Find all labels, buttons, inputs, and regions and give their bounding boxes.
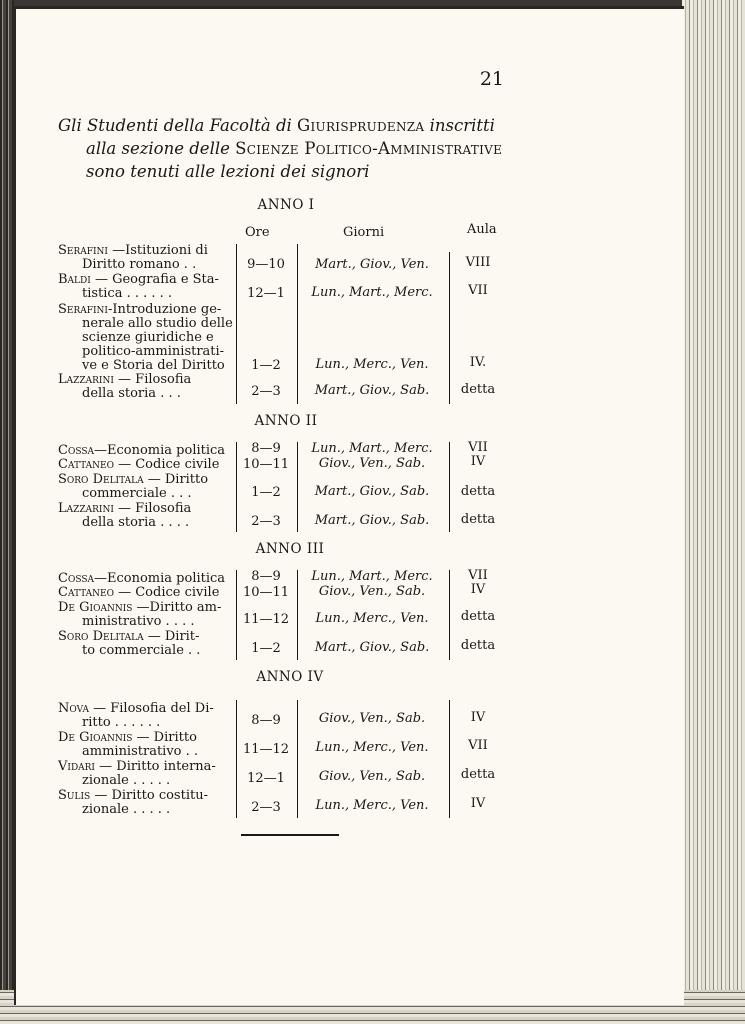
- page-number: 21: [479, 68, 504, 90]
- days-cell: Lun., Merc., Ven.: [315, 357, 429, 372]
- anno-label: ANNO IV: [256, 669, 324, 685]
- days-cell: Lun., Merc., Ven.: [315, 740, 429, 755]
- course-text: — Filosofia: [113, 501, 192, 516]
- hours-cell: 11—12: [242, 612, 290, 627]
- professor-name: Cattaneo: [58, 585, 114, 600]
- room-cell: IV: [470, 796, 486, 811]
- heading-faculty: Giurisprudenza: [297, 116, 425, 135]
- course-text: — Codice civile: [113, 457, 220, 472]
- hours-cell: 2—3: [251, 384, 281, 399]
- course-text: ritto . . . . . .: [82, 715, 161, 730]
- column-header-giorni: Giorni: [343, 225, 385, 240]
- column-divider: [449, 700, 450, 818]
- course-text: commerciale . . .: [82, 486, 192, 501]
- days-cell: Lun., Mart., Merc.: [311, 441, 433, 456]
- course-text: della storia . . .: [82, 386, 181, 401]
- hours-cell: 1—2: [251, 641, 281, 656]
- course-description: [58, 731, 234, 759]
- days-cell: Mart., Giov., Sab.: [314, 513, 430, 528]
- heading-text: alla sezione delle: [86, 139, 236, 158]
- professor-name: Cossa: [58, 571, 94, 586]
- course-text: scienze giuridiche e: [82, 330, 214, 345]
- heading-line-1: [58, 114, 518, 137]
- column-divider: [236, 442, 237, 532]
- hours-cell: 10—11: [242, 585, 290, 600]
- hours-cell: 1—2: [251, 485, 281, 500]
- course-text: —Istituzioni di: [107, 243, 208, 258]
- room-cell: detta: [460, 382, 496, 397]
- days-cell: Giov., Ven., Sab.: [318, 711, 426, 726]
- column-divider: [236, 570, 237, 660]
- course-text: —Economia politica: [94, 571, 226, 586]
- course-description: [58, 702, 234, 730]
- course-description: [58, 601, 234, 629]
- days-cell: Mart., Giov., Sab.: [314, 484, 430, 499]
- course-description: [58, 502, 234, 530]
- professor-name: Lazzarini: [58, 501, 114, 516]
- room-cell: detta: [460, 484, 496, 499]
- course-text: ve e Storia del Diritto: [82, 358, 225, 373]
- course-description: [58, 373, 234, 401]
- room-cell: detta: [460, 638, 496, 653]
- closing-rule: [241, 834, 339, 836]
- professor-name: Lazzarini: [58, 372, 114, 387]
- column-divider: [449, 252, 450, 404]
- hours-cell: 12—1: [247, 286, 285, 301]
- days-cell: Giov., Ven., Sab.: [318, 769, 426, 784]
- hours-cell: 2—3: [251, 800, 281, 815]
- column-divider: [236, 700, 237, 818]
- anno-label: ANNO II: [254, 413, 318, 429]
- course-text: — Diritto: [132, 730, 197, 745]
- room-cell: VII: [468, 440, 488, 455]
- hours-cell: 10—11: [242, 457, 290, 472]
- heading-line-2: [58, 137, 518, 160]
- course-text: zionale . . . . .: [82, 773, 171, 788]
- course-description: [58, 244, 234, 272]
- column-header-aula: Aula: [467, 222, 497, 237]
- room-cell: IV: [470, 454, 486, 469]
- course-text: zionale . . . . .: [82, 802, 171, 817]
- hours-cell: 1—2: [251, 358, 281, 373]
- left-page-edge: [0, 0, 14, 1024]
- course-text: Diritto romano . .: [82, 257, 197, 272]
- course-text: — Codice civile: [113, 585, 220, 600]
- hours-cell: 9—10: [247, 257, 285, 272]
- days-cell: Lun., Mart., Merc.: [311, 569, 433, 584]
- anno-label: ANNO III: [255, 541, 325, 557]
- days-cell: Mart., Giov., Sab.: [314, 640, 430, 655]
- course-text: tistica . . . . . .: [82, 286, 173, 301]
- professor-name: Soro Delitala: [58, 629, 144, 644]
- course-text: -Introduzione ge-: [107, 302, 222, 317]
- room-cell: VIII: [465, 255, 491, 270]
- hours-cell: 8—9: [251, 441, 281, 456]
- room-cell: VII: [468, 568, 488, 583]
- course-description: [58, 273, 234, 301]
- professor-name: Cattaneo: [58, 457, 114, 472]
- room-cell: VII: [468, 738, 488, 753]
- hours-cell: 8—9: [251, 713, 281, 728]
- course-description: [58, 760, 234, 788]
- course-text: —Diritto am-: [132, 600, 222, 615]
- column-header-ore: Ore: [245, 225, 270, 240]
- column-divider: [449, 570, 450, 660]
- book-spine: [682, 0, 745, 1024]
- anno-label: ANNO I: [257, 197, 315, 213]
- course-description: [58, 444, 234, 458]
- days-cell: Lun., Mart., Merc.: [311, 285, 433, 300]
- course-text: della storia . . . .: [82, 515, 190, 530]
- professor-name: Cossa: [58, 443, 94, 458]
- course-text: —Economia politica: [94, 443, 226, 458]
- professor-name: Vidari: [58, 759, 95, 774]
- professor-name: Sulis: [58, 788, 91, 803]
- course-text: — Diritto costitu-: [90, 788, 208, 803]
- days-cell: Lun., Merc., Ven.: [315, 798, 429, 813]
- column-divider: [449, 442, 450, 532]
- professor-name: Serafini: [58, 243, 108, 258]
- days-cell: Lun., Merc., Ven.: [315, 611, 429, 626]
- heading-line-3: sono tenuti alle lezioni dei signori: [86, 162, 370, 181]
- hours-cell: 12—1: [247, 771, 285, 786]
- professor-name: De Gioannis: [58, 730, 133, 745]
- professor-name: Nova: [58, 701, 89, 716]
- room-cell: detta: [460, 767, 496, 782]
- column-divider: [236, 244, 237, 404]
- hours-cell: 8—9: [251, 569, 281, 584]
- course-text: to commerciale . .: [82, 643, 201, 658]
- course-text: — Filosofia del Di-: [88, 701, 214, 716]
- course-text: amministrativo . .: [82, 744, 199, 759]
- professor-name: De Gioannis: [58, 600, 133, 615]
- course-text: — Diritto: [143, 472, 209, 487]
- course-text: — Filosofia: [113, 372, 192, 387]
- course-description: [58, 630, 234, 658]
- days-cell: Giov., Ven., Sab.: [318, 584, 426, 599]
- professor-name: Baldi: [58, 272, 91, 287]
- course-description: [58, 458, 234, 472]
- course-text: — Dirit-: [143, 629, 200, 644]
- course-text: — Geografia e Sta-: [90, 272, 219, 287]
- heading-section: Scienze Politico-Amministrative: [235, 139, 503, 158]
- course-description: [58, 572, 234, 586]
- course-text: ministrativo . . . .: [82, 614, 195, 629]
- professor-name: Soro Delitala: [58, 472, 144, 487]
- course-description: [58, 586, 234, 600]
- course-text: nerale allo studio delle: [82, 316, 233, 331]
- course-description: [58, 789, 234, 817]
- room-cell: VII: [468, 283, 488, 298]
- room-cell: detta: [460, 609, 496, 624]
- course-description: [58, 473, 234, 501]
- heading-text: Gli Studenti della Facoltà di: [58, 116, 298, 135]
- room-cell: detta: [460, 512, 496, 527]
- course-text: politico-amministrati-: [82, 344, 225, 359]
- days-cell: Mart., Giov., Ven.: [315, 257, 429, 272]
- room-cell: IV.: [469, 355, 487, 370]
- hours-cell: 11—12: [242, 742, 290, 757]
- room-cell: IV: [470, 710, 486, 725]
- page-heading: [58, 114, 518, 183]
- hours-cell: 2—3: [251, 514, 281, 529]
- course-description: [58, 303, 234, 373]
- days-cell: Giov., Ven., Sab.: [318, 456, 426, 471]
- room-cell: IV: [470, 582, 486, 597]
- course-text: — Diritto interna-: [95, 759, 216, 774]
- heading-text: inscritti: [424, 116, 495, 135]
- days-cell: Mart., Giov., Sab.: [314, 383, 430, 398]
- professor-name: Serafini: [58, 302, 108, 317]
